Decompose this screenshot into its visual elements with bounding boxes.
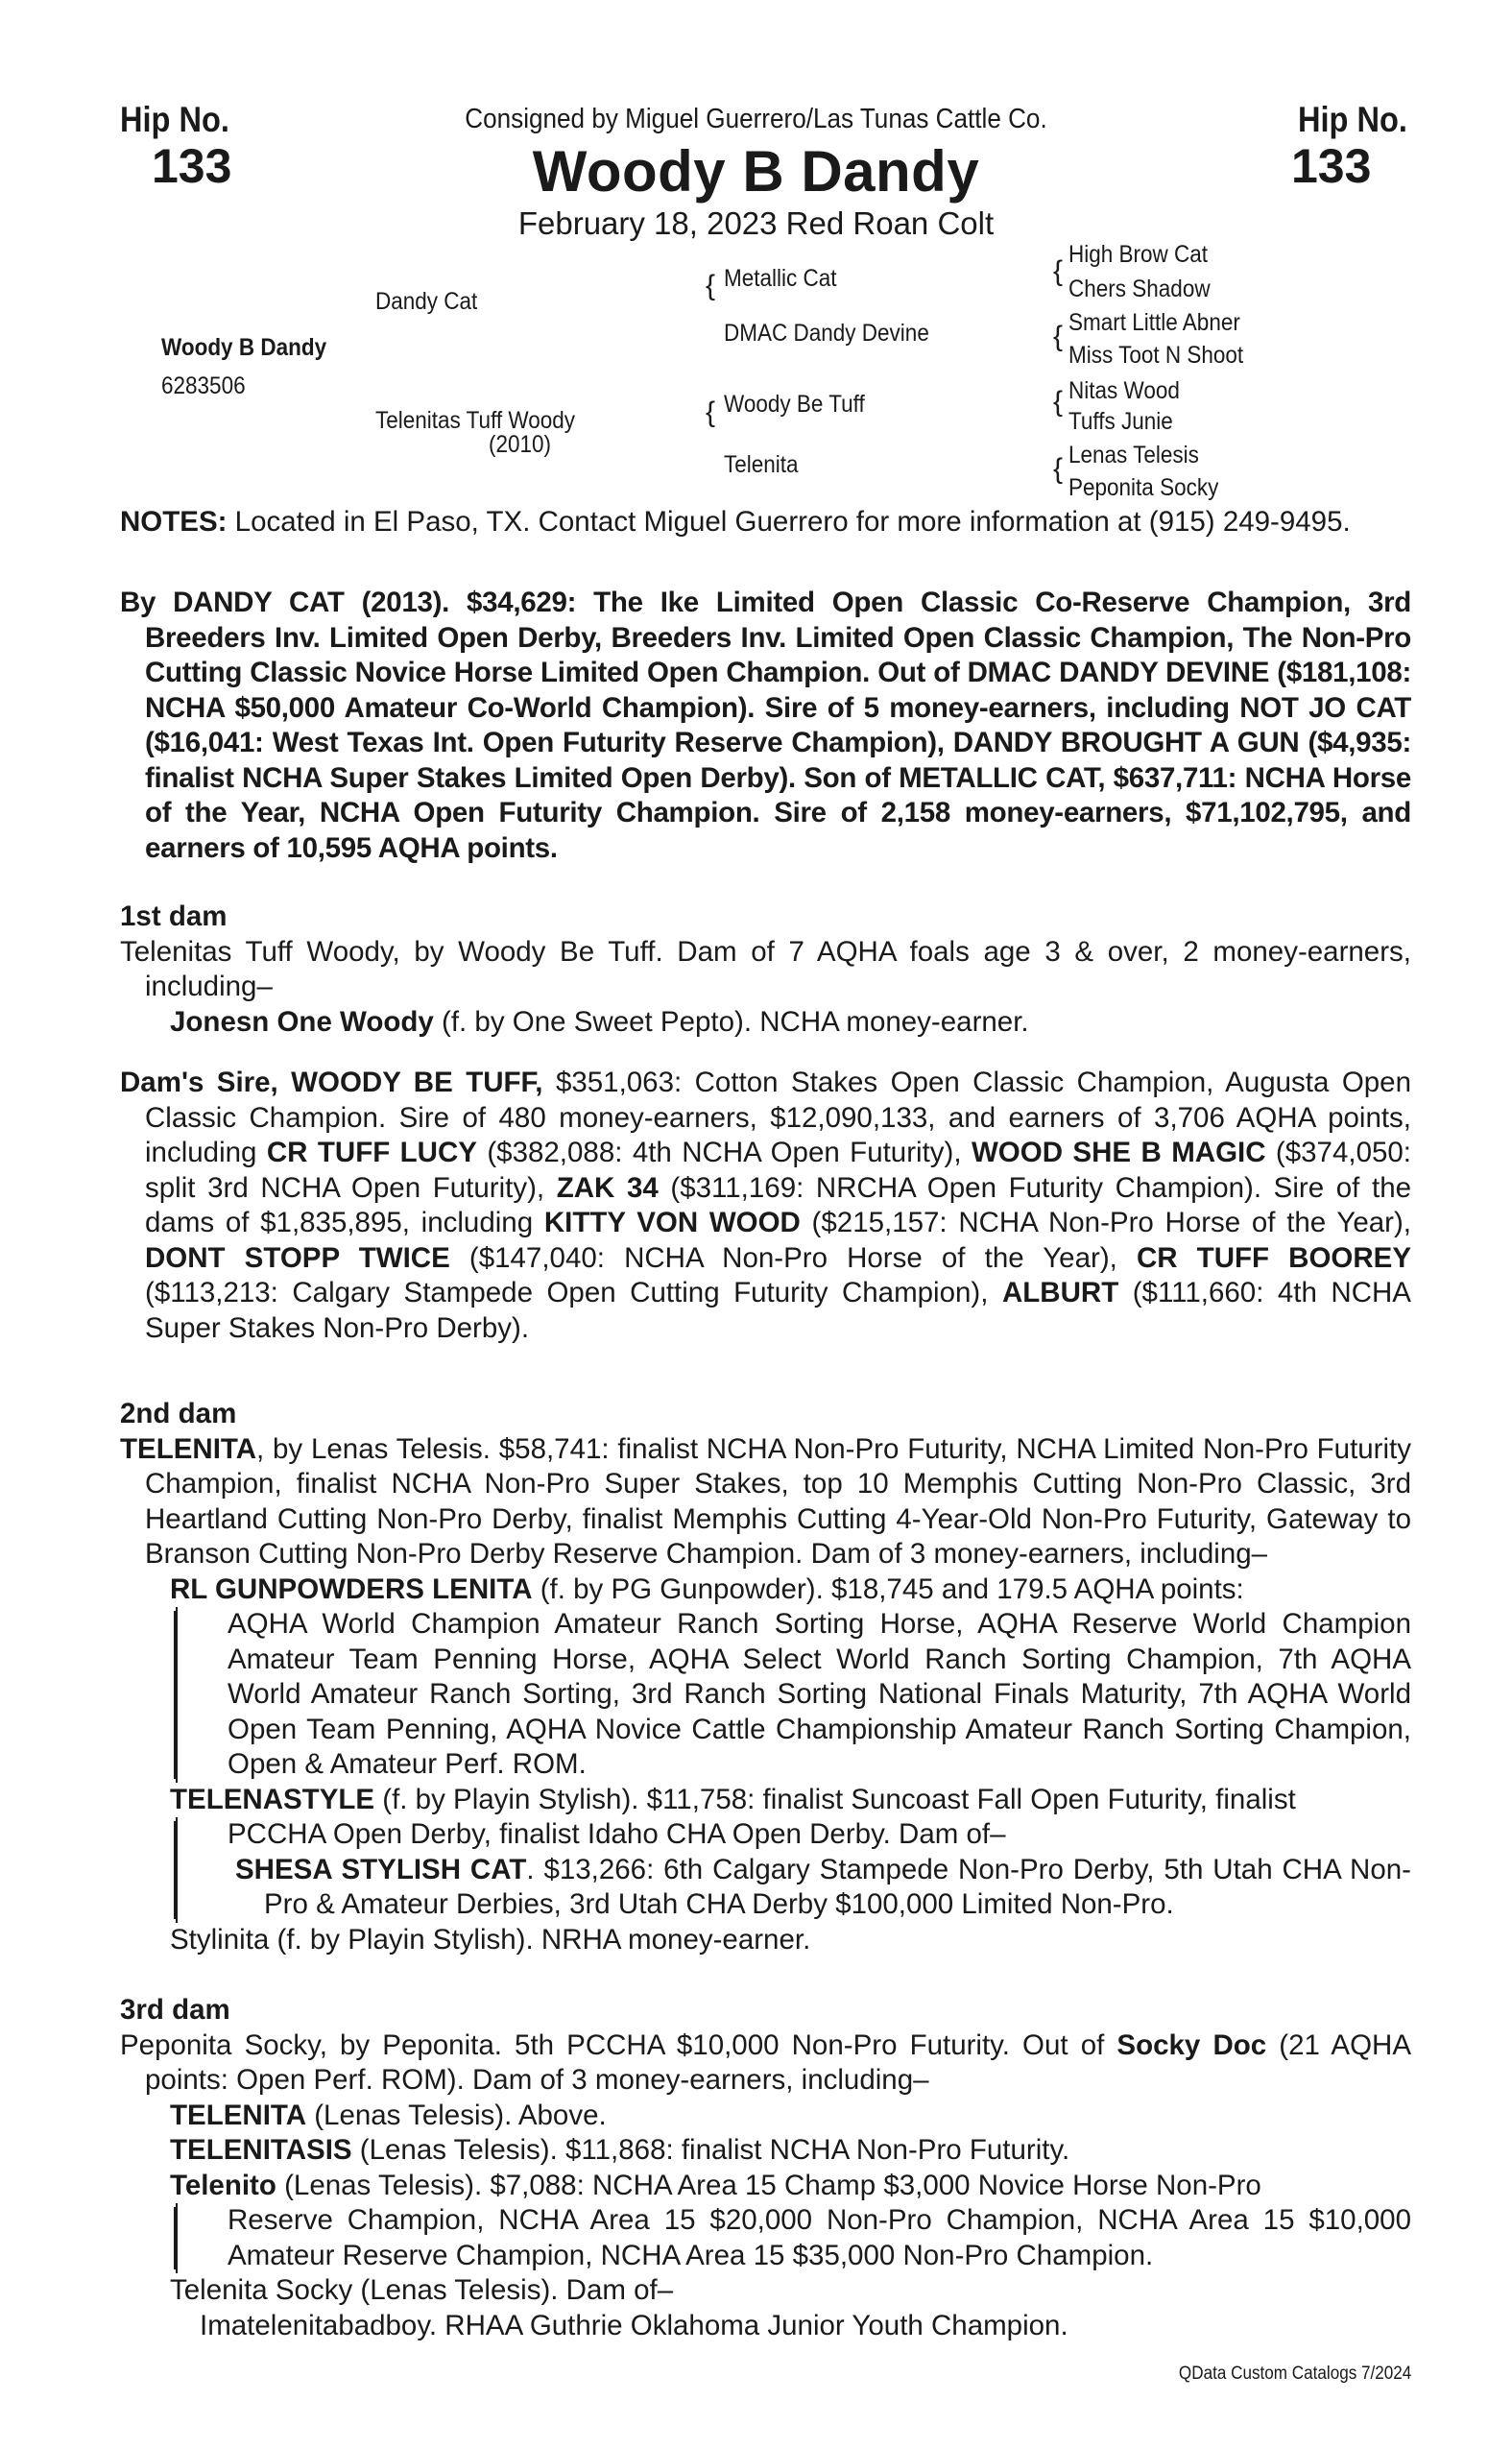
pedigree-brace: { <box>1053 453 1064 485</box>
hip-number-left: 133 <box>152 139 232 193</box>
produce-detail-text: PCCHA Open Derby, finalist Idaho CHA Open Derby. Dam of– <box>228 1818 1006 1850</box>
produce-text: (Lenas Telesis). Above. <box>306 2099 607 2131</box>
dams-sire-text: ($382,088: 4th NCHA Open Futurity), <box>476 1137 972 1168</box>
dams-sire-text: ($147,040: NCHA Non-Pro Horse of the Year), <box>449 1241 1137 1274</box>
produce-name: RL GUNPOWDERS LENITA <box>170 1572 533 1605</box>
second-dam-section <box>120 1397 1411 1957</box>
dams-sire-label: Dam's Sire, WOODY BE TUFF, <box>120 1067 543 1098</box>
dams-sire-runner: ZAK 34 <box>556 1171 659 1204</box>
dams-sire-text: ($113,213: Calgary Stampede Open Cutting Futurity Champion), <box>145 1277 1002 1308</box>
dams-sire-text: $351,063: Cotton Stakes Open Classic Champion, Augusta Open Classic Champion. Sire of 480 money-earners, $12,090,133, and earners of 3,706 AQHA points, including <box>145 1067 1411 1168</box>
pedigree-gen4: Peponita Socky <box>1068 474 1219 501</box>
produce-name: TELENITASIS <box>170 2134 352 2166</box>
third-dam-runner: Socky Doc <box>1116 2028 1267 2061</box>
page-title: Woody B Dandy <box>532 139 980 204</box>
pedigree-dam-sire: Woody Be Tuff <box>724 391 865 418</box>
hip-label-right: Hip No. <box>1298 100 1407 139</box>
pedigree-sire: Dandy Cat <box>375 288 478 315</box>
third-dam-section <box>120 1993 1411 2343</box>
dams-sire-text: ($111,660: 4th NCHA Super Stakes Non-Pro Derby). <box>145 1277 1411 1344</box>
second-dam-heading: 2nd dam <box>120 1398 237 1429</box>
produce-detail: AQHA World Champion Amateur Ranch Sorting Horse, AQHA Reserve World Champion Amateur Team Penning Horse, AQHA Select World Ranch Sorting Champion, 7th AQHA World Amateur Ranch Sorting, 3rd Ranch Sorting National Finals Maturity, 7th AQHA World Open Team Penning, AQHA Novice Cattle Championship Amateur Ranch Sorting Champion, Open & Amateur Perf. ROM. <box>176 1607 1411 1783</box>
produce-line: Stylinita (f. by Playin Stylish). NRHA money-earner. <box>170 1923 811 1956</box>
first-dam-produce-name: Jonesn One Woody <box>170 1005 434 1038</box>
foaling-info: February 18, 2023 Red Roan Colt <box>517 205 995 241</box>
pedigree-brace: { <box>1053 386 1064 418</box>
pedigree-sire-dam: DMAC Dandy Devine <box>724 320 929 347</box>
pedigree-brace: { <box>1053 255 1064 287</box>
pedigree-gen4: Lenas Telesis <box>1068 442 1199 468</box>
produce-detail: Reserve Champion, NCHA Area 15 $20,000 Non-Pro Champion, NCHA Area 15 $10,000 Amateur Reserve Champion, NCHA Area 15 $35,000 Non-Pro Champion. <box>176 2203 1411 2273</box>
third-dam-text: Peponita Socky, by Peponita. 5th PCCHA $10,000 Non-Pro Futurity. Out of <box>120 2028 1117 2061</box>
third-dam-heading: 3rd dam <box>120 1994 230 2026</box>
dams-sire-text: ($374,050: split 3rd NCHA Open Futurity), <box>145 1137 1411 1204</box>
dams-sire-runner: WOOD SHE B MAGIC <box>971 1137 1266 1168</box>
produce-text: (Lenas Telesis). $11,868: finalist NCHA Non-Pro Futurity. <box>351 2134 1070 2166</box>
notes-label: NOTES: <box>120 506 228 538</box>
pedigree-gen4: Smart Little Abner <box>1068 309 1240 336</box>
produce-name: Telenito <box>170 2169 276 2201</box>
pedigree-dam: Telenitas Tuff Woody <box>375 407 576 434</box>
pedigree-gen4: Nitas Wood <box>1068 377 1180 404</box>
dams-sire-runner: ALBURT <box>1001 1277 1119 1308</box>
pedigree-gen4: Tuffs Junie <box>1068 408 1173 435</box>
first-dam-section <box>120 900 1411 1040</box>
dams-sire-paragraph <box>120 1066 1411 1346</box>
pedigree-sire-sire: Metallic Cat <box>724 265 837 292</box>
second-dam-name: TELENITA <box>120 1432 257 1465</box>
produce-name: SHESA STYLISH CAT <box>235 1853 527 1885</box>
pedigree-gen4: Miss Toot N Shoot <box>1068 342 1244 369</box>
pedigree-dam-dam: Telenita <box>724 451 799 478</box>
dams-sire-runner: DONT STOPP TWICE <box>145 1241 450 1274</box>
produce-text: (Lenas Telesis). $7,088: NCHA Area 15 Champ $3,000 Novice Horse Non-Pro <box>276 2169 1261 2201</box>
hip-number-right: 133 <box>1291 139 1372 193</box>
dams-sire-runner: KITTY VON WOOD <box>543 1207 801 1238</box>
produce-name: TELENITA <box>170 2099 307 2131</box>
dams-sire-text: ($215,157: NCHA Non-Pro Horse of the Year), <box>800 1207 1411 1238</box>
pedigree-dam-year: (2010) <box>489 431 552 458</box>
first-dam-produce-text: (f. by One Sweet Pepto). NCHA money-earner. <box>433 1005 1029 1038</box>
dams-sire-runner: CR TUFF LUCY <box>266 1137 477 1168</box>
produce-text: (f. by Playin Stylish). $11,758: finalist Suncoast Fall Open Futurity, finalist <box>374 1783 1296 1815</box>
produce-name: TELENASTYLE <box>170 1783 375 1815</box>
first-dam-heading: 1st dam <box>120 900 228 932</box>
produce-text: (f. by PG Gunpowder). $18,745 and 179.5 AQHA points: <box>532 1572 1244 1605</box>
produce-line: Imatelenitabadboy. RHAA Guthrie Oklahoma Junior Youth Champion. <box>200 2309 1068 2341</box>
sire-paragraph: By DANDY CAT (2013). $34,629: The Ike Limited Open Classic Co-Reserve Champion, 3rd Breeders Inv. Limited Open Derby, Breeders Inv. Limited Open Classic Champion, The Non-Pro Cutting Classic Novice Horse Limited Open Champion. Out of DMAC DANDY DEVINE ($181,108: NCHA $50,000 Amateur Co-World Champion). Sire of 5 money-earners, including NOT JO CAT ($16,041: West Texas Int. Open Futurity Reserve Champion), DANDY BROUGHT A GUN ($4,935: finalist NCHA Super Stakes Limited Open Derby). Son of METALLIC CAT, $637,711: NCHA Horse of the Year, NCHA Open Futurity Champion. Sire of 2,158 money-earners, $71,102,795, and earners of 10,595 AQHA points. <box>120 587 1411 864</box>
pedigree-brace: { <box>706 270 716 301</box>
produce-detail <box>176 1817 1411 1923</box>
consignor-line: Consigned by Miguel Guerrero/Las Tunas Cattle Co. <box>465 104 1047 134</box>
pedigree-gen4: Chers Shadow <box>1068 276 1211 302</box>
notes-section <box>120 505 1411 540</box>
second-dam-text: , by Lenas Telesis. $58,741: finalist NCHA Non-Pro Futurity, NCHA Limited Non-Pro Futurity Champion, finalist NCHA Non-Pro Super Stakes, top 10 Memphis Cutting Non-Pro Classic, 3rd Heartland Cutting Non-Pro Derby, finalist Memphis Cutting 4-Year-Old Non-Pro Futurity, Gateway to Branson Cutting Non-Pro Derby Reserve Champion. Dam of 3 money-earners, including– <box>145 1432 1411 1570</box>
pedigree-brace: { <box>706 396 716 428</box>
pedigree-brace: { <box>1053 321 1064 352</box>
pedigree-gen4: High Brow Cat <box>1068 241 1209 268</box>
produce-text: . $13,266: 6th Calgary Stampede Non-Pro Derby, 5th Utah CHA Non-Pro & Amateur Derbies, 3rd Utah CHA Derby $100,000 Limited Non-Pro. <box>264 1853 1411 1920</box>
dams-sire-section <box>120 1066 1411 1346</box>
first-dam-text: Telenitas Tuff Woody, by Woody Be Tuff. Dam of 7 AQHA foals age 3 & over, 2 money-earners, including– <box>120 935 1411 1002</box>
pedigree-subject-name: Woody B Dandy <box>161 334 327 361</box>
dams-sire-runner: CR TUFF BOOREY <box>1136 1241 1412 1274</box>
sire-section <box>120 586 1411 866</box>
third-dam-text: (21 AQHA points: Open Perf. ROM). Dam of 3 money-earners, including– <box>145 2028 1412 2096</box>
dams-sire-text: ($311,169: NRCHA Open Futurity Champion). Sire of the dams of $1,835,895, including <box>145 1171 1412 1238</box>
notes-text: Located in El Paso, TX. Contact Miguel Guerrero for more information at (915) 249-9495. <box>234 506 1351 538</box>
footer-credit: QData Custom Catalogs 7/2024 <box>1178 2364 1411 2384</box>
produce-line: Telenita Socky (Lenas Telesis). Dam of– <box>170 2274 674 2306</box>
hip-label-left: Hip No. <box>120 100 229 139</box>
pedigree-subject-reg: 6283506 <box>161 372 246 399</box>
